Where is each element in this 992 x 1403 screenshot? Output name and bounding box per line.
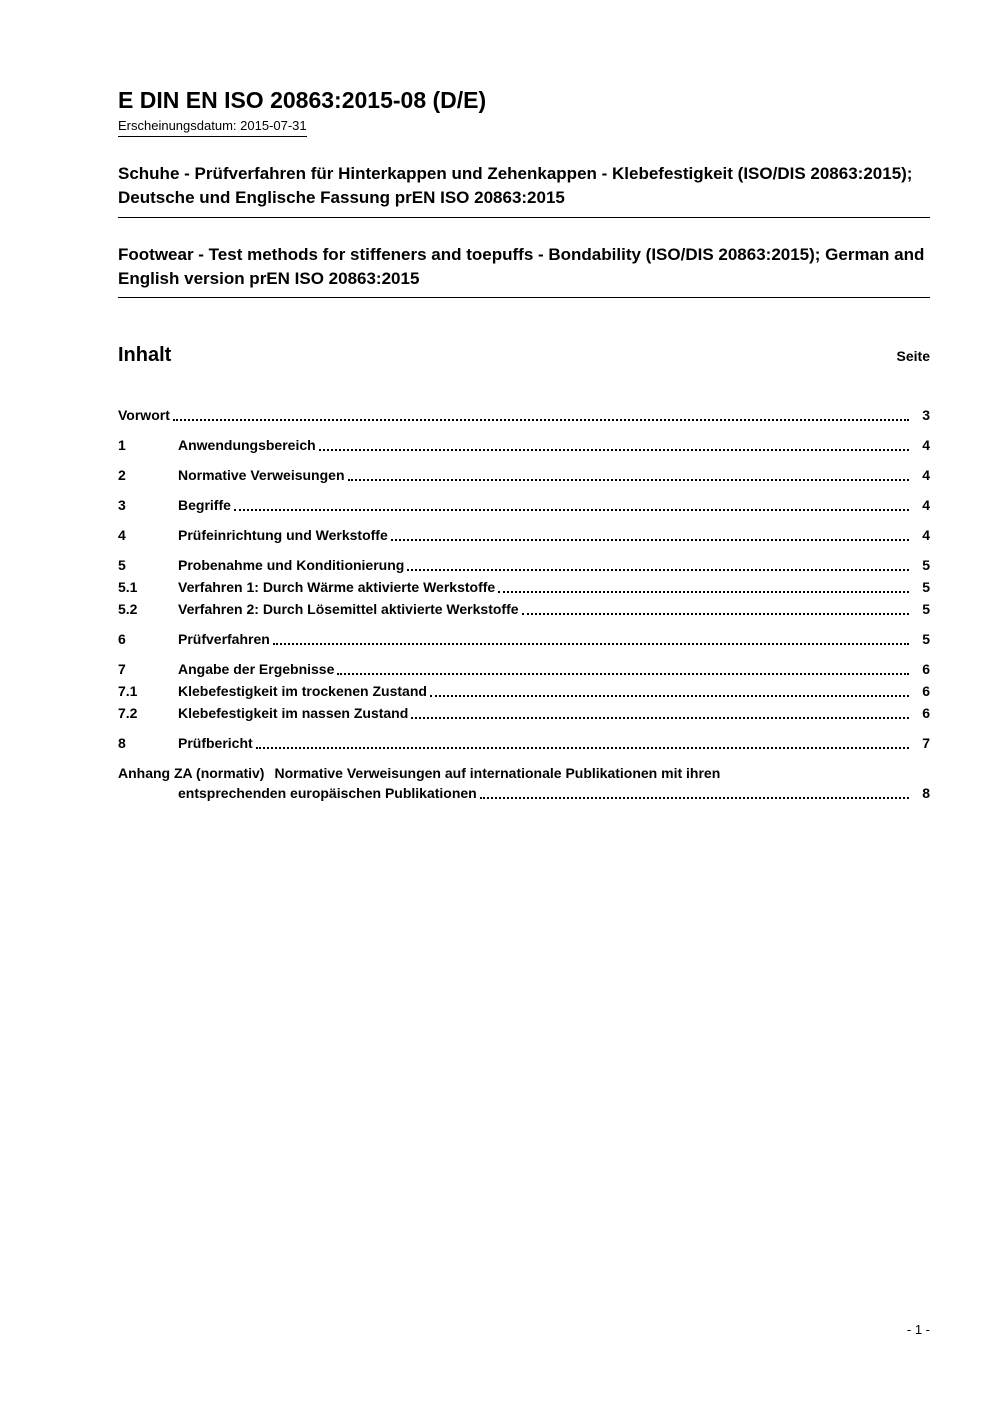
dot-leader	[319, 449, 909, 451]
footer-page-number: - 1 -	[906, 1322, 930, 1337]
toc-entry-page: 5	[922, 556, 930, 573]
toc-entry-page: 8	[922, 784, 930, 801]
toc-entry-page: 4	[922, 496, 930, 513]
toc-entry	[118, 577, 930, 597]
dot-leader	[498, 591, 909, 593]
toc-entry	[118, 599, 930, 619]
toc-entry-number: 8	[118, 734, 126, 751]
dot-leader	[522, 613, 909, 615]
toc-entry-label: Normative Verweisungen	[178, 466, 345, 483]
dot-leader	[430, 695, 909, 697]
title-english: Footwear - Test methods for stiffeners and toepuffs - Bondability (ISO/DIS 20863:2015); German and English version prEN ISO 20863:2015	[118, 243, 930, 298]
toc-entry-number: 5.2	[118, 600, 138, 617]
toc-entry	[118, 555, 930, 575]
document-title: E DIN EN ISO 20863:2015-08 (D/E)	[118, 87, 487, 113]
toc-entry-page: 5	[922, 578, 930, 595]
annex-line-1	[118, 763, 930, 783]
toc-entry-annex	[118, 763, 930, 803]
annex-line-2	[178, 783, 930, 803]
annex-label-line2: entsprechenden europäischen Publikationen	[178, 784, 477, 801]
toc-entry-number: 7	[118, 660, 126, 677]
toc-entry	[118, 465, 930, 485]
annex-prefix: Anhang ZA (normativ)	[118, 764, 265, 781]
toc-entry-page: 4	[922, 436, 930, 453]
toc-entry-number: 3	[118, 496, 126, 513]
toc-entry	[118, 681, 930, 701]
toc-page-column-label: Seite	[896, 347, 930, 364]
toc-entry	[118, 495, 930, 515]
toc-entry-number: 7.1	[118, 682, 138, 699]
dot-leader	[407, 569, 909, 571]
table-of-contents	[118, 405, 930, 803]
toc-entry-page: 6	[922, 682, 930, 699]
toc-entry-number: 4	[118, 526, 126, 543]
toc-entry-label: Klebefestigkeit im trockenen Zustand	[178, 682, 427, 699]
toc-entry-label: Prüfbericht	[178, 734, 253, 751]
dot-leader	[348, 479, 909, 481]
toc-entry	[118, 629, 930, 649]
dot-leader	[391, 539, 909, 541]
toc-entry	[118, 659, 930, 679]
toc-entry-page: 4	[922, 526, 930, 543]
publication-date: Erscheinungsdatum: 2015-07-31	[118, 118, 307, 137]
toc-entry-number: 1	[118, 436, 126, 453]
toc-entry-label: Angabe der Ergebnisse	[178, 660, 335, 677]
toc-entry-label: Klebefestigkeit im nassen Zustand	[178, 704, 409, 721]
dot-leader	[337, 673, 909, 675]
toc-entry-label: Prüfeinrichtung und Werkstoffe	[178, 526, 388, 543]
toc-entry-page: 7	[922, 734, 930, 751]
toc-entry-number: 7.2	[118, 704, 138, 721]
dot-leader	[256, 747, 909, 749]
toc-entry	[118, 525, 930, 545]
dot-leader	[173, 419, 909, 421]
toc-entry-label: Verfahren 1: Durch Wärme aktivierte Werkstoffe	[178, 578, 496, 595]
title-german: Schuhe - Prüfverfahren für Hinterkappen und Zehenkappen - Klebefestigkeit (ISO/DIS 20863:2015); Deutsche und Englische Fassung prEN ISO 20863:2015	[118, 162, 930, 217]
toc-entry	[118, 703, 930, 723]
toc-header	[118, 344, 930, 367]
toc-entry-page: 6	[922, 660, 930, 677]
toc-entry-label: Begriffe	[178, 496, 231, 513]
page-content	[118, 0, 930, 803]
toc-entry-label: Vorwort	[118, 406, 170, 423]
toc-entry-page: 3	[922, 406, 930, 423]
toc-entry-number: 2	[118, 466, 126, 483]
dot-leader	[234, 509, 909, 511]
toc-entry	[118, 405, 930, 425]
toc-entry-page: 5	[922, 600, 930, 617]
toc-entry-label: Verfahren 2: Durch Lösemittel aktivierte Werkstoffe	[178, 600, 519, 617]
toc-entry-page: 5	[922, 630, 930, 647]
toc-entry-number: 5	[118, 556, 126, 573]
annex-label-line1: Normative Verweisungen auf internationale Publikationen mit ihren	[274, 764, 721, 781]
toc-entry-label: Anwendungsbereich	[178, 436, 316, 453]
dot-leader	[273, 643, 909, 645]
toc-entry-label: Prüfverfahren	[178, 630, 270, 647]
dot-leader	[411, 717, 909, 719]
toc-heading: Inhalt	[118, 343, 172, 366]
toc-entry-number: 5.1	[118, 578, 138, 595]
toc-entry	[118, 435, 930, 455]
toc-entry-label: Probenahme und Konditionierung	[178, 556, 405, 573]
toc-entry	[118, 733, 930, 753]
toc-entry-page: 6	[922, 704, 930, 721]
toc-entry-number: 6	[118, 630, 126, 647]
toc-entry-page: 4	[922, 466, 930, 483]
dot-leader	[480, 797, 909, 799]
